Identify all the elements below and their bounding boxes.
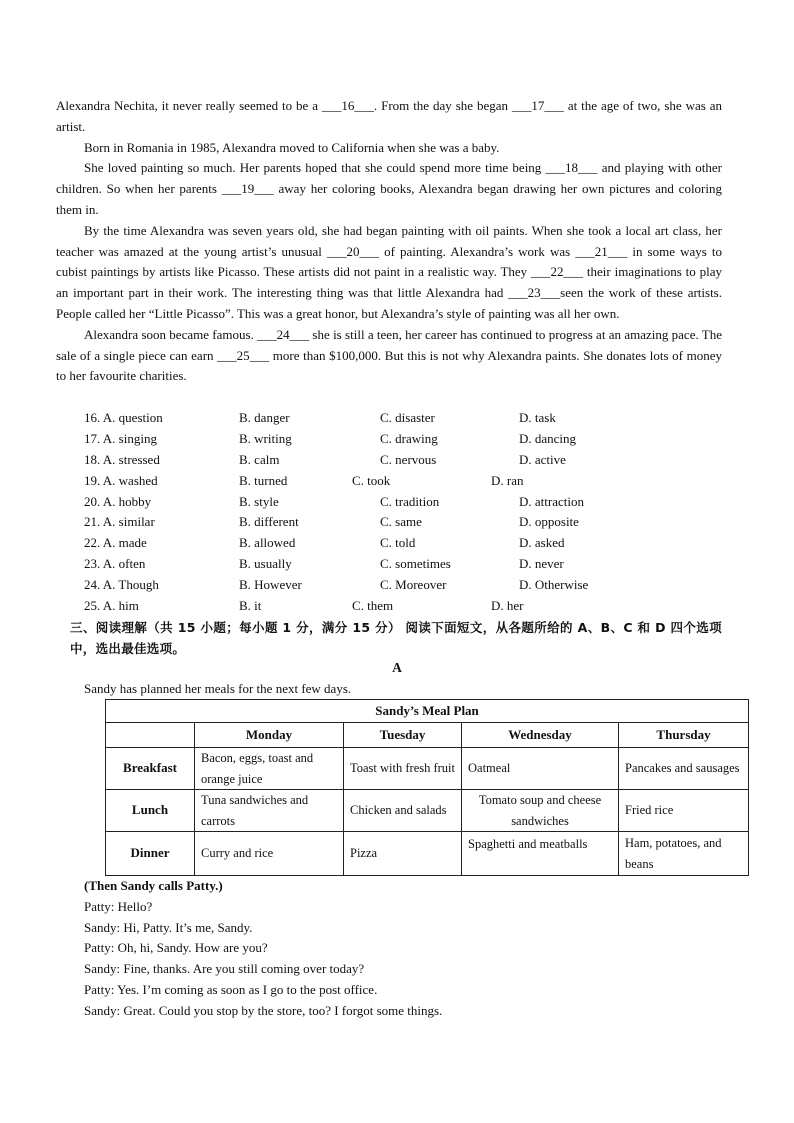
meal-cell: Spaghetti and meatballs [462, 832, 619, 876]
option-d: D. never [519, 556, 564, 572]
section-heading: 三、阅读理解（共 15 小题；每小题 1 分，满分 15 分） 阅读下面短文，从各题所给的 A、B、C 和 D 四个选项中，选出最佳选项。 [70, 620, 722, 656]
option-d: D. asked [519, 535, 565, 551]
day-header: Monday [195, 723, 344, 748]
option-c: C. same [380, 514, 422, 530]
option-c: C. drawing [380, 430, 438, 446]
day-header: Wednesday [462, 723, 619, 748]
option-row-19 [84, 471, 724, 492]
dialog-line: Sandy: Hi, Patty. It’s me, Sandy. [84, 919, 253, 935]
option-c: C. tradition [380, 493, 440, 509]
day-header: Tuesday [344, 723, 462, 748]
dialog-line: Sandy: Great. Could you stop by the store, too? I forgot some things. [84, 1002, 443, 1018]
dialog-line: Patty: Yes. I’m coming as soon as I go to the post office. [84, 981, 378, 997]
meal-label: Breakfast [106, 748, 195, 790]
option-c: C. sometimes [380, 556, 451, 572]
empty-header-cell [106, 723, 195, 748]
option-row-16 [84, 408, 724, 429]
option-a: 20. A. hobby [84, 493, 152, 509]
option-row-17 [84, 429, 724, 450]
option-b: B. turned [239, 472, 288, 488]
phone-dialog [84, 876, 724, 1022]
option-c: C. told [380, 535, 416, 551]
option-b: B. allowed [239, 535, 296, 551]
option-d: D. opposite [519, 514, 579, 530]
option-b: B. writing [239, 430, 292, 446]
table-header-row [106, 723, 749, 748]
option-d: D. dancing [519, 430, 577, 446]
dialog-line: Sandy: Fine, thanks. Are you still coming over today? [84, 961, 365, 977]
option-a: 21. A. similar [84, 514, 155, 530]
dialog-line: Patty: Hello? [84, 898, 153, 914]
option-a: 22. A. made [84, 535, 147, 551]
meal-cell: Fried rice [619, 790, 749, 832]
option-row-25 [84, 596, 724, 617]
passage-paragraph: She loved painting so much. Her parents hoped that she could spend more time being ___18___ and playing with other children. So when her parents ___19___ away her coloring books, Alexandra began drawing her own pictures and coloring them in. [56, 160, 722, 217]
passage-paragraph: By the time Alexandra was seven years old, she had began painting with oil paints. When she took a local art class, her teacher was amazed at the young artist’s unusual ___20___ of painting. Alexandra’s work was ___21___ in some ways to cubist paintings by artists like Picasso. These artists did not paint in a realistic way. They ___22___ their imaginations to play an important part in their work. The interesting thing was that little Alexandra had ___23___seen the work of these artists. People called her “Little Picasso”. This was a great honor, but Alexandra’s style of painting was all her own. [56, 222, 722, 321]
meal-cell: Chicken and salads [344, 790, 462, 832]
option-b: B. style [239, 493, 279, 509]
meal-label: Dinner [106, 832, 195, 876]
option-d: D. attraction [519, 493, 584, 509]
cloze-passage [56, 96, 722, 387]
dialog-stage-direction: (Then Sandy calls Patty.) [84, 878, 223, 893]
option-a: 16. A. question [84, 410, 163, 425]
table-row [106, 790, 749, 832]
option-d: D. Otherwise [519, 577, 589, 593]
option-c: C. them [352, 598, 394, 614]
cloze-options [84, 408, 724, 617]
option-b: B. different [239, 514, 299, 530]
meal-cell: Bacon, eggs, toast and orange juice [195, 748, 344, 790]
option-d: D. ran [491, 472, 524, 488]
option-b: B. usually [239, 556, 292, 572]
meal-cell: Ham, potatoes, and beans [619, 832, 749, 876]
option-c: C. disaster [380, 410, 435, 425]
option-a: 17. A. singing [84, 430, 157, 446]
option-row-23 [84, 554, 724, 575]
passage-paragraph: Alexandra Nechita, it never really seemed to be a ___16___. From the day she began ___17___ at the age of two, she was an artist. [56, 98, 722, 134]
meal-plan-table [105, 699, 749, 876]
option-c: C. nervous [380, 451, 437, 467]
option-b: B. it [239, 598, 262, 614]
option-row-20 [84, 492, 724, 513]
option-row-22 [84, 533, 724, 554]
meal-cell: Toast with fresh fruit [344, 748, 462, 790]
passage-paragraph: Born in Romania in 1985, Alexandra moved to California when she was a baby. [84, 139, 500, 155]
meal-cell: Pizza [344, 832, 462, 876]
option-a: 25. A. him [84, 598, 139, 614]
option-d: D. active [519, 451, 566, 467]
table-row [106, 748, 749, 790]
table-title: Sandy’s Meal Plan [106, 700, 749, 723]
meal-cell: Tuna sandwiches and carrots [195, 790, 344, 832]
day-header: Thursday [619, 723, 749, 748]
table-row [106, 832, 749, 876]
option-c: C. Moreover [380, 577, 447, 593]
meal-label: Lunch [106, 790, 195, 832]
option-b: B. calm [239, 451, 280, 467]
meal-cell: Oatmeal [462, 748, 619, 790]
option-b: B. However [239, 577, 302, 593]
option-b: B. danger [239, 410, 290, 425]
option-a: 19. A. washed [84, 472, 158, 488]
dialog-line: Patty: Oh, hi, Sandy. How are you? [84, 940, 268, 956]
option-a: 23. A. often [84, 556, 146, 572]
option-d: D. task [519, 410, 556, 425]
meal-cell: Tomato soup and cheese sandwiches [462, 790, 619, 832]
option-row-21 [84, 512, 724, 533]
passage-paragraph: Alexandra soon became famous. ___24___ she is still a teen, her career has continued to progress at an amazing pace. The sale of a single piece can earn ___25___ more than $100,000. But this is not why Alexandra paints. She donates lots of money to her favourite charities. [56, 326, 722, 384]
option-a: 24. A. Though [84, 577, 159, 593]
option-a: 18. A. stressed [84, 451, 160, 467]
reading-intro: Sandy has planned her meals for the next few days. [84, 681, 352, 696]
option-d: D. her [491, 598, 524, 614]
option-row-18 [84, 450, 724, 471]
meal-cell: Pancakes and sausages [619, 748, 749, 790]
meal-cell: Curry and rice [195, 832, 344, 876]
option-row-24 [84, 575, 724, 596]
part-label: A [392, 660, 402, 675]
option-c: C. took [352, 472, 391, 488]
